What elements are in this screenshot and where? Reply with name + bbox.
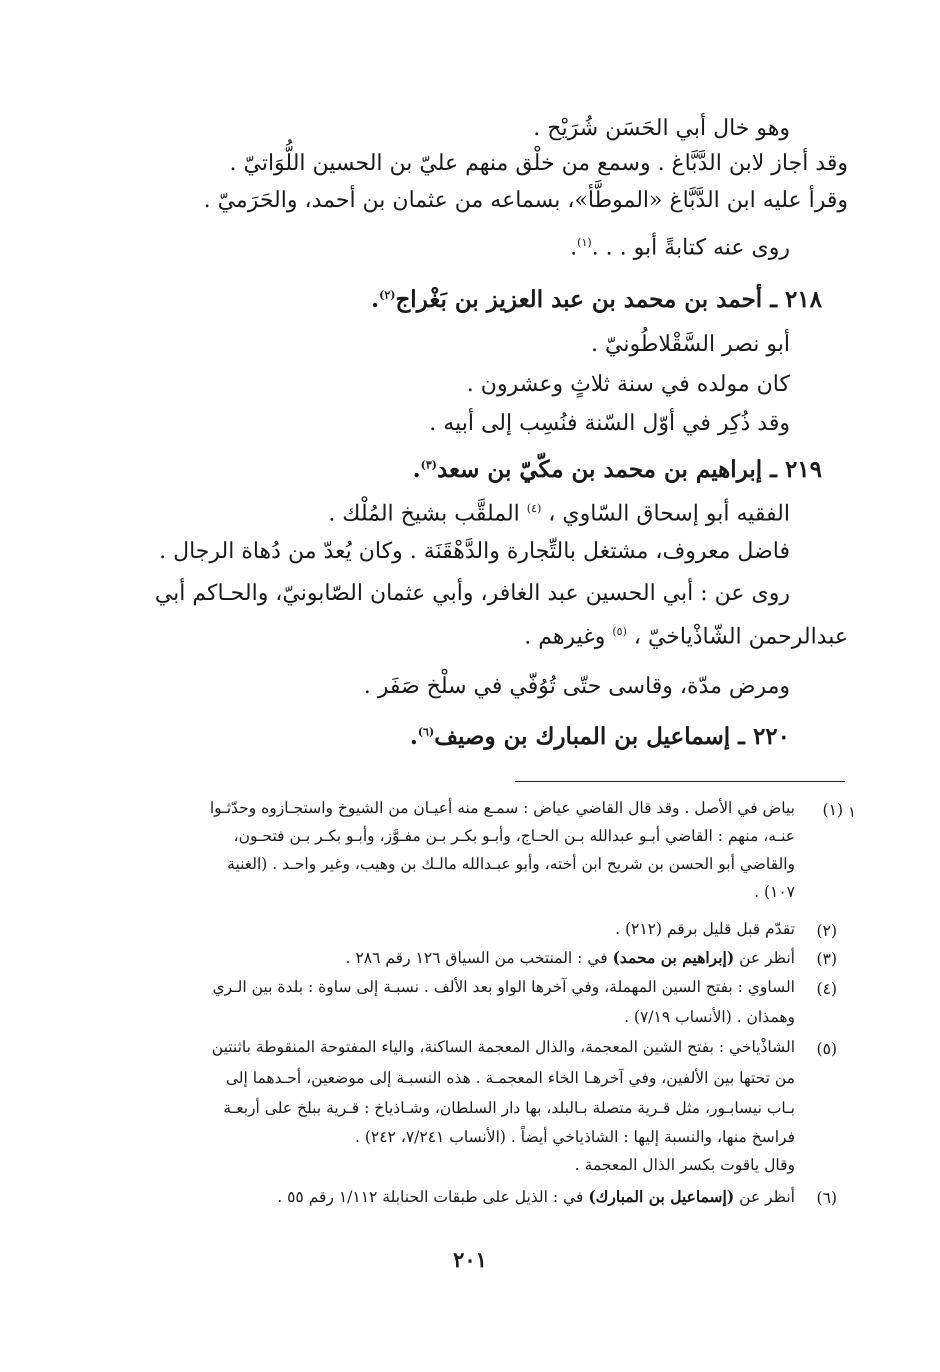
footnote-fragment: أنظر عن (739, 949, 795, 967)
footnote-fragment: في : الذيل على طبقات الحنابلة ١/١١٢ رقم ٥٥ . (277, 1188, 584, 1206)
footnote-ref: (٤) (526, 502, 542, 515)
footnote-ref: (٢) (379, 288, 396, 302)
text-line: روى عنه كتابةً أبو . . .$^{(١)}$. (570, 235, 790, 261)
footnote-number: (٣) (816, 950, 837, 968)
footnote-line: بـاب نيسابـور، مثل قـرية متصلة بـالبلد، بها دار السلطان، وشـاذياخ : قـرية ببلخ على أربعـة (223, 1099, 795, 1117)
footnote-number: (٦) (816, 1189, 837, 1207)
footnote-line (346, 950, 795, 967)
footnote-number: (٤) (816, 980, 837, 998)
footnote-line (277, 1189, 795, 1206)
footnote-number: (٢) (816, 922, 837, 940)
footnote-line: عنـه، منهم : القاضي أبـو عبدالله بـن الحـاج، وأبـو بكـر بـن مفـوَّز، وأبـو بكـر بـن فتحـون، (233, 827, 795, 845)
text-fragment: الفقيه أبو إسحاق السّاوي ، (548, 501, 790, 527)
footnote-ref: (٣) (420, 458, 437, 472)
text-line: روى عن : أبي الحسين عبد الغافر، وأبي عثمان الصّابونيّ، والحـاكم أبي (154, 581, 790, 606)
text-line (524, 626, 848, 648)
footnote-bold-name: (إبراهيم بن محمد) (612, 948, 735, 967)
text-fragment: عبدالرحمن الشّاذْياخيّ ، (633, 624, 848, 650)
footnote-line: من تحتها بين الألفين، وفي آخرهـا الخاء المعجمـة . هذه النسبـة إلى موضعين، أحـدهما إلى (225, 1069, 795, 1087)
text-line: فاضل معروف، مشتغل بالتِّجارة والدَّهْقَنَة . وكان يُعدّ من دُهاة الرجال . (159, 539, 790, 564)
text-line: أبو نصر السَّقْلاطُونيّ . (591, 332, 790, 357)
footnote-fragment: في : المنتخب من السياق ١٢٦ رقم ٢٨٦ . (345, 949, 608, 967)
entry-heading: ٢٢٠ ـ إسماعيل بن المبارك بن وصيف$^{(٦)}$. (409, 723, 790, 750)
footnote-ref: (٥) (612, 625, 627, 638)
footnote-line: تقدّم قبل قليل برقم (٢١٢) . (615, 920, 795, 938)
text-fragment: روى عنه كتابةً أبو . . . (591, 235, 790, 261)
text-line (328, 503, 790, 525)
footnote-number: (٥) (816, 1040, 837, 1058)
text-line: وقد أجاز لابن الدَّبَّاغ . وسمع من خلْق منهم عليّ بن الحسين اللُّوَاتيّ . (229, 151, 848, 176)
page-number: ٢٠١ (453, 1247, 487, 1272)
footnote-line: الساوي : بفتح السين المهملة، وفي آخرها الواو بعد الألف . نسبـة إلى ساوة : بلدة بين الـري (212, 978, 795, 996)
footnote-line: وقال ياقوت بكسر الذال المعجمة . (574, 1156, 795, 1174)
text-line: كان مولده في سنة ثلاثٍ وعشرون . (466, 372, 790, 397)
footnote-line: فراسخ منها، والنسبة إليها : الشاذياخي أيضاً . (الأنساب ٧/٢٤١، ٢٤٢) . (355, 1128, 795, 1146)
footnote-separator (515, 781, 845, 782)
margin-mark: ١ (848, 803, 857, 821)
text-line: وقرأ عليه ابن الدَّبَّاغ «الموطَّأ»، بسماعه من عثمان بن أحمد، والحَرَميّ . (203, 188, 848, 213)
footnote-number: (١) (822, 801, 843, 819)
footnote-bold-name: (إسماعيل بن المبارك) (588, 1187, 735, 1206)
text-fragment: الملقَّب بشيخ المُلْك . (328, 501, 520, 527)
footnote-line: بياض في الأصل . وقد قال القاضي عياض : سمـع منه أعيـان من الشيوخ واستجـازوه وحدّثـوا (209, 799, 795, 817)
footnote-ref: (٦) (417, 725, 435, 739)
entry-heading: ٢١٩ ـ إبراهيم بن محمد بن مكّيّ بن سعد$^{(٣)}$. (412, 456, 822, 483)
entry-title: ٢٢٠ ـ إسماعيل بن المبارك بن وصيف (434, 723, 790, 750)
footnote-line: ١٠٧) . (754, 883, 795, 901)
footnote-line: والقاضي أبو الحسن بن شريح ابن أخته، وأبو عبـدالله مالـك بن وهيب، وغير واحـد . (الغنية (227, 855, 795, 873)
text-line: وهو خال أبي الحَسَن شُرَيْح . (533, 116, 790, 141)
footnote-ref: (١) (577, 236, 592, 249)
footnote-fragment: أنظر عن (739, 1188, 795, 1206)
entry-heading: ٢١٨ ـ أحمد بن محمد بن عبد العزيز بن بَغْراج$^{(٢)}$. (371, 286, 822, 313)
entry-title: ٢١٩ ـ إبراهيم بن محمد بن مكّيّ بن سعد (436, 456, 822, 483)
entry-title: ٢١٨ ـ أحمد بن محمد بن عبد العزيز بن بَغْراج (395, 286, 822, 313)
text-line: وقد ذُكِر في أوّل السّنة فنُسِب إلى أبيه . (429, 411, 790, 436)
text-fragment: وغيرهم . (524, 624, 606, 650)
text-line: ومرض مدّة، وقاسى حتّى تُوُفّي في سلْخ صَفَر . (363, 674, 790, 699)
footnote-line: الشاذْياخي : بفتح الشين المعجمة، والذال المعجمة الساكنة، والياء المفتوحة المنقوطة باثنتين (211, 1038, 795, 1056)
footnote-line: وهمذان . (الأنساب ٧/١٩) . (624, 1008, 795, 1026)
